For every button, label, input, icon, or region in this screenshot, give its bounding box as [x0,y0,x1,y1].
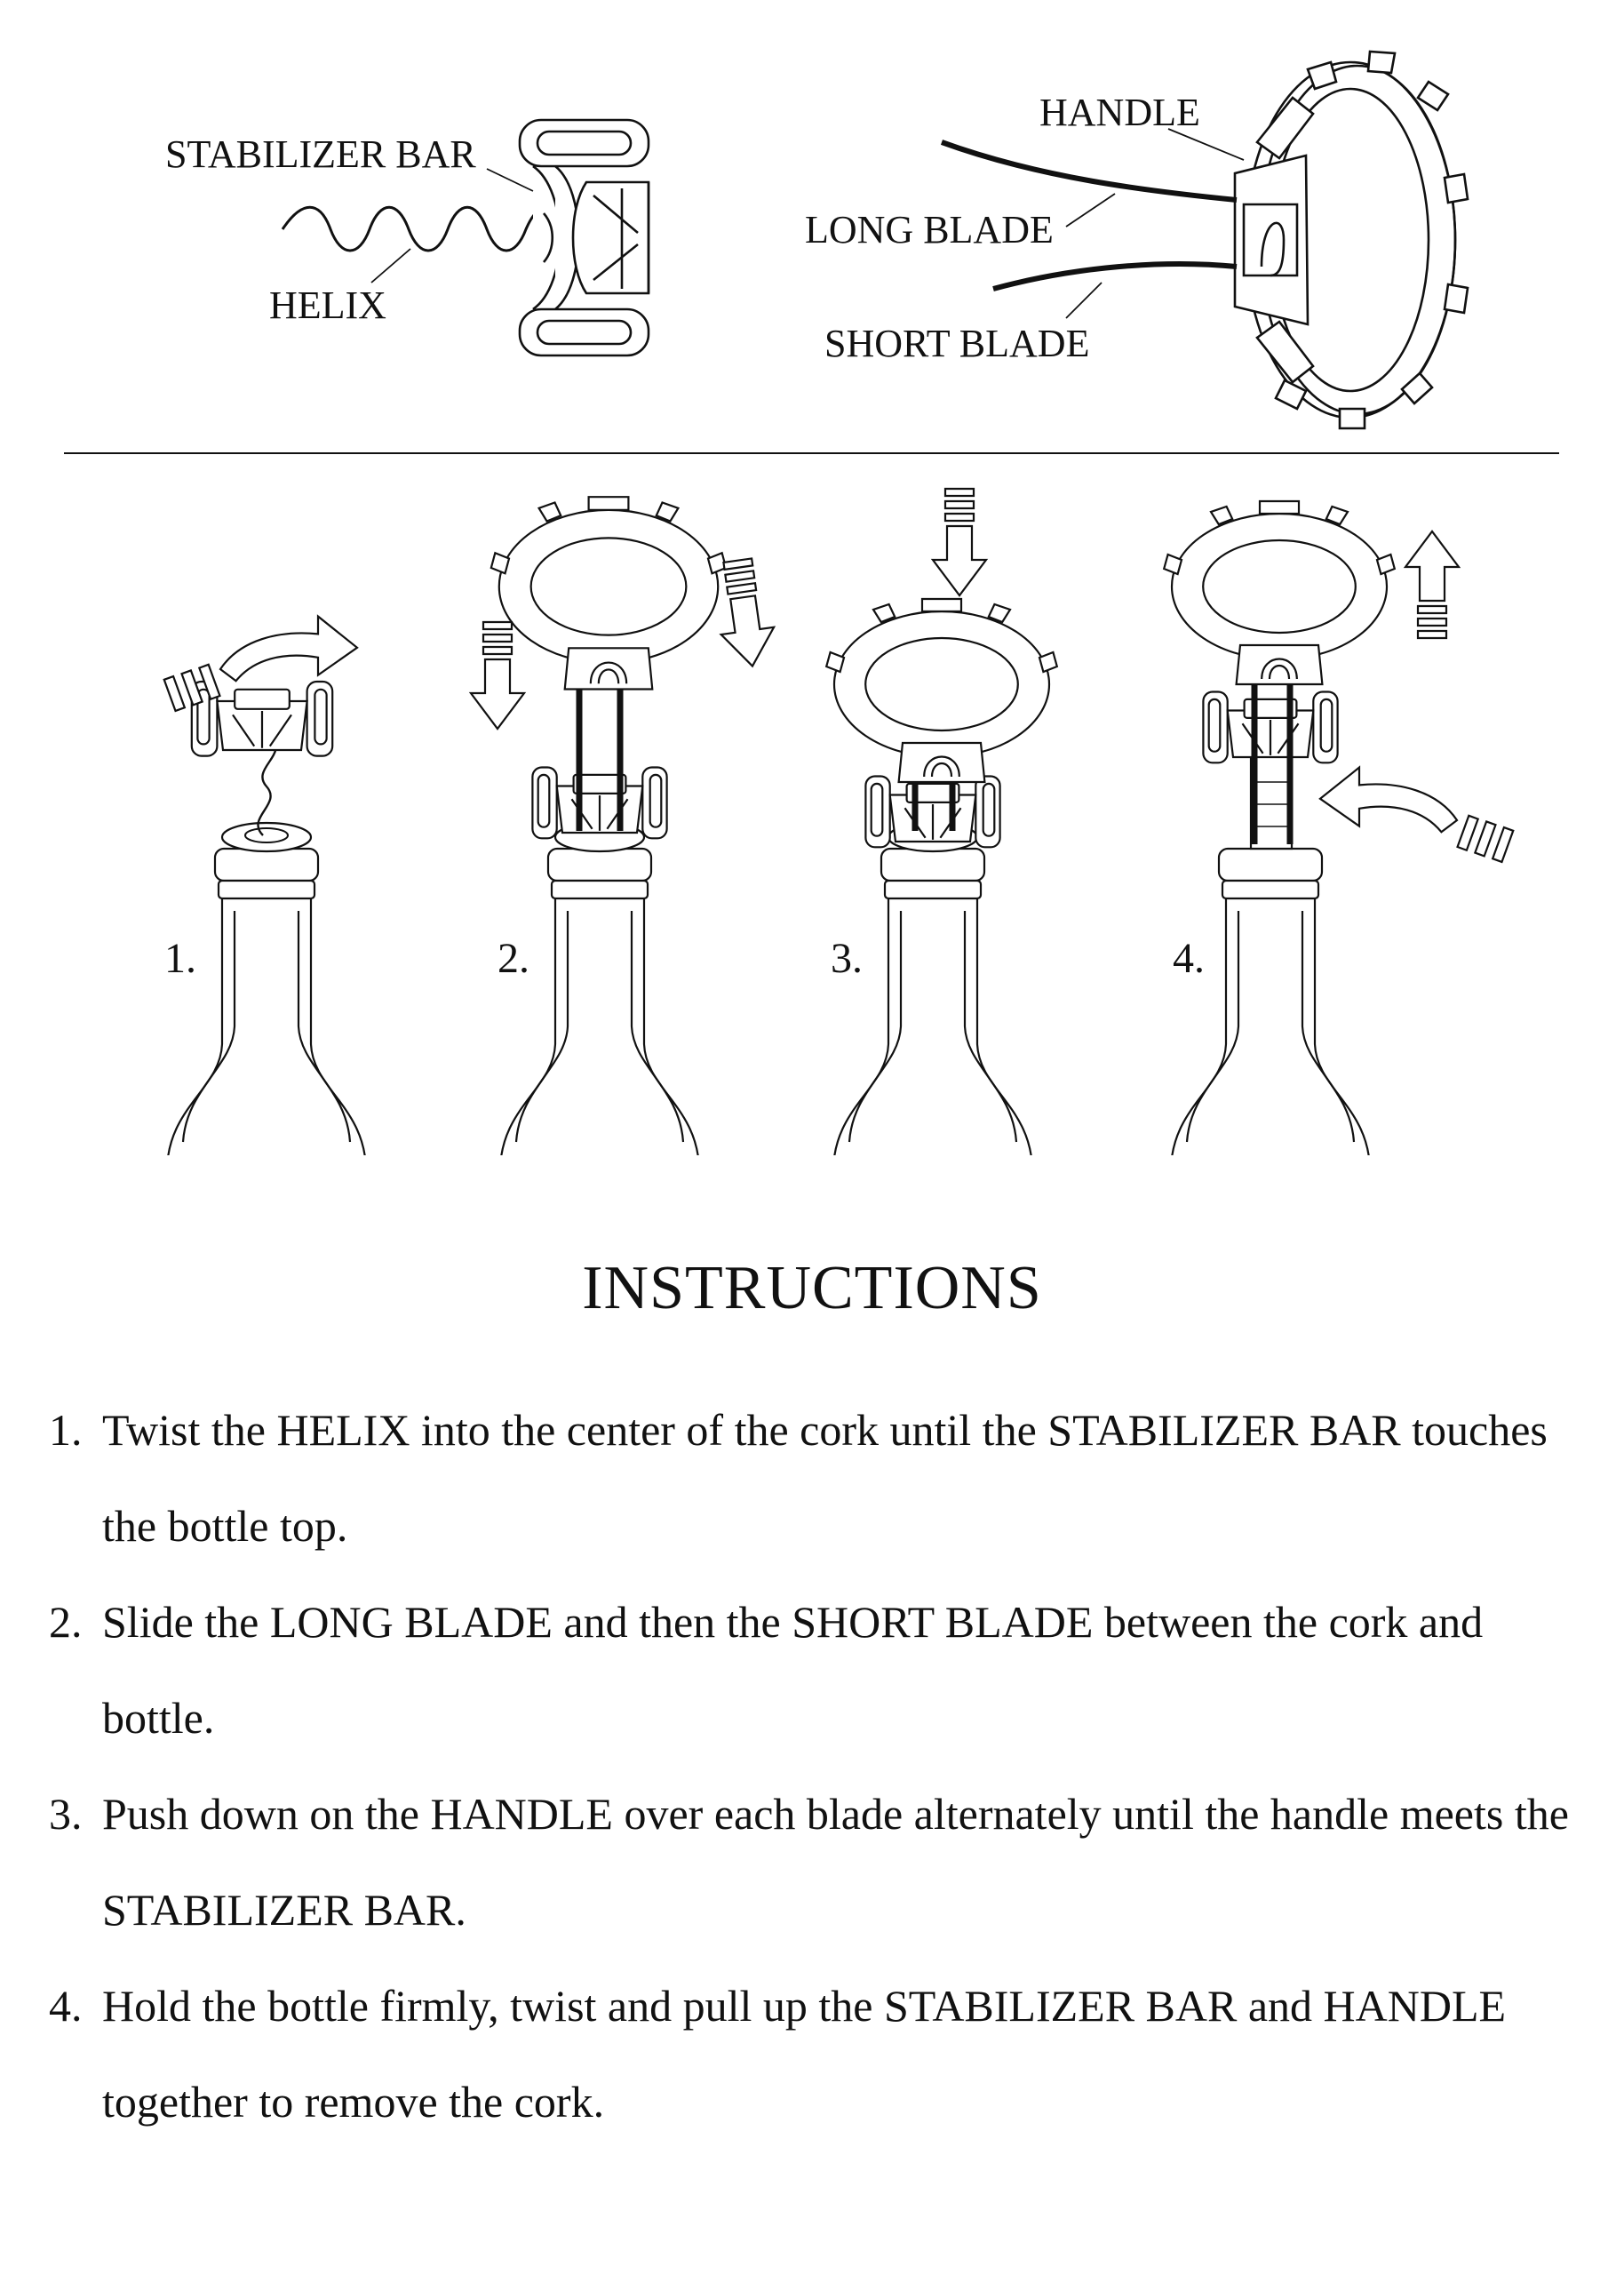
cork-icon [222,823,311,851]
label-helix: HELIX [269,283,386,327]
label-stabilizer-bar: STABILIZER BAR [165,132,476,176]
helix-icon [258,738,275,835]
step-figure-number-2: 2. [498,935,529,982]
step-number: 3. [49,1789,83,1839]
long-blade-icon [942,142,1237,200]
label-handle: HANDLE [1039,91,1200,134]
step-figure-number-3: 3. [831,935,863,982]
step-figure-number-1: 1. [164,935,196,982]
short-blade-icon [993,264,1237,289]
instruction-step [49,1766,1595,1958]
step-number: 4. [49,1981,83,2031]
step-figure-3 [826,489,1057,1155]
stabilizer-bar-icon [520,120,649,355]
step-text: Hold the bottle firmly, twist and pull up the STABILIZER BAR and HANDLE together to remove the cork. [102,1981,1507,2127]
label-long-blade: LONG BLADE [805,208,1054,251]
helix-icon [283,207,551,251]
step-text: Push down on the HANDLE over each blade alternately until the handle meets the STABILIZER BAR. [102,1789,1569,1935]
step-text: Slide the LONG BLADE and then the SHORT BLADE between the cork and bottle. [102,1597,1484,1743]
handle-icon [1235,52,1468,428]
up-arrow-icon [1405,531,1459,638]
step-text: Twist the HELIX into the center of the cork until the STABILIZER BAR touches the bottle top. [102,1405,1548,1551]
page-title: INSTRUCTIONS [582,1254,1042,1322]
step-figure-4 [1164,501,1513,1155]
step-number: 1. [49,1405,83,1455]
step-figure-2 [471,497,779,1155]
twist-arrow-icon [1320,768,1513,862]
instruction-step [49,1382,1595,1574]
instruction-list [49,1382,1595,2150]
step-figure-number-4: 4. [1173,935,1205,982]
instruction-step [49,1958,1595,2150]
label-short-blade: SHORT BLADE [824,322,1090,365]
step-figure-1 [164,617,366,1155]
instruction-step [49,1574,1595,1766]
step-number: 2. [49,1597,83,1647]
